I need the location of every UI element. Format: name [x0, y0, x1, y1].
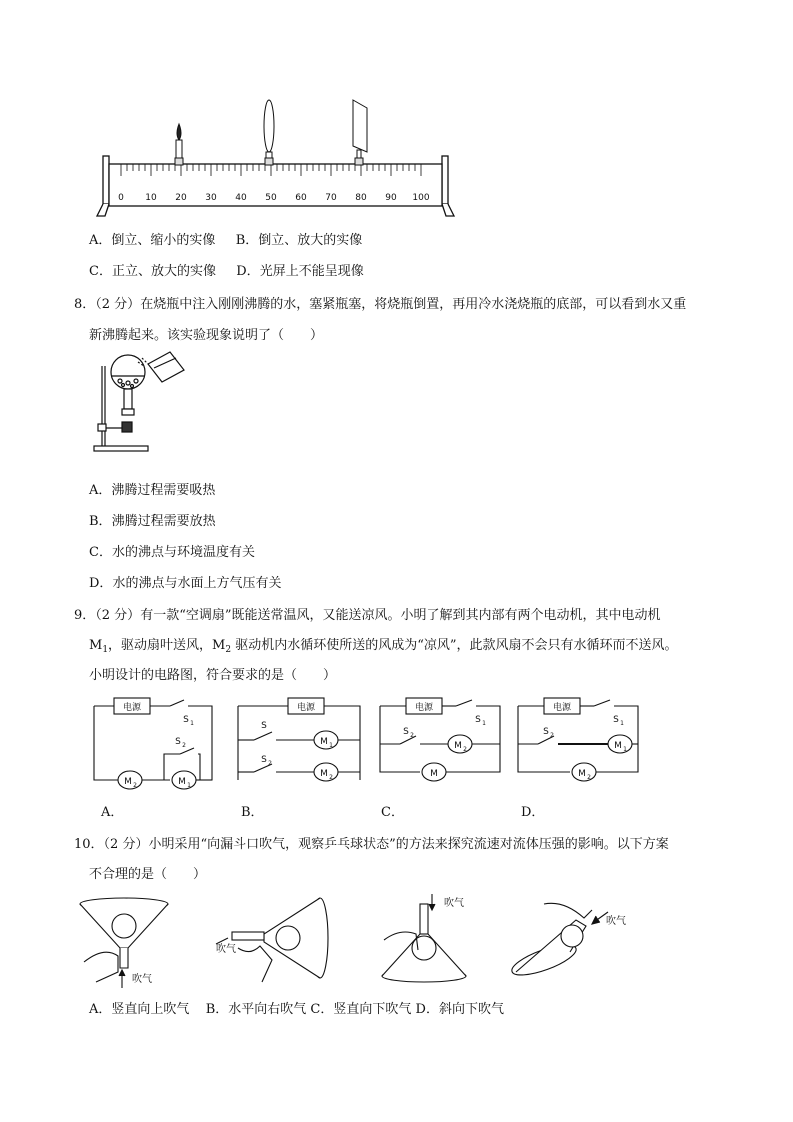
q10-option-d[interactable]: D．斜向下吹气 — [415, 1002, 504, 1017]
q9-stem: 有一款“空调扇”既能送常温风，又能送凉风。小明了解到其内部有两个电动机，其中电动机 — [140, 608, 661, 623]
q10-score: （2 分） — [103, 837, 149, 852]
q7-options-row-2 — [89, 260, 364, 279]
q10-stem-line1 — [74, 833, 669, 852]
funnel-figures — [74, 890, 634, 990]
motor-m-label — [430, 769, 438, 779]
q8-stem: 在烧瓶中注入刚刚沸腾的水，塞紧瓶塞，将烧瓶倒置，再用冷水浇烧瓶的底部，可以看到水又重 — [140, 297, 687, 312]
svg-text:S: S — [261, 721, 267, 731]
svg-text:M: M — [320, 769, 328, 779]
switch-s-label — [261, 721, 267, 731]
ruler-label: 100 — [412, 193, 430, 203]
q9-option-d[interactable]: D． — [521, 805, 545, 820]
q9-option-c[interactable]: C． — [381, 805, 404, 820]
funnel-d — [509, 903, 608, 981]
svg-text:2: 2 — [329, 774, 333, 781]
q10-stem-line2: 不合理的是（ ） — [89, 867, 207, 882]
power-label: 电源 — [414, 703, 434, 713]
svg-text:1: 1 — [329, 742, 333, 749]
switch-s3-label — [543, 727, 554, 739]
q9-stem-line3: 小明设计的电路图，符合要求的是（ ） — [89, 668, 337, 683]
q9-score: （2 分） — [95, 608, 141, 623]
switch-s2-label — [261, 755, 272, 767]
ruler-label: 90 — [385, 193, 397, 203]
svg-text:1: 1 — [620, 720, 624, 727]
svg-text:M: M — [614, 741, 622, 751]
ruler-label: 10 — [145, 193, 157, 203]
switch-s2-label — [403, 727, 414, 739]
ruler-label: 80 — [355, 193, 367, 203]
ruler-label: 40 — [235, 193, 247, 203]
svg-text:M: M — [578, 769, 586, 779]
svg-text:S: S — [475, 715, 481, 725]
q9-circuits — [88, 692, 648, 792]
svg-text:S: S — [403, 727, 409, 737]
funnel-a — [80, 898, 168, 988]
switch-s1-label — [613, 715, 624, 727]
q7-option-c[interactable]: C．正立、放大的实像 — [89, 264, 216, 279]
q8-score: （2 分） — [95, 297, 141, 312]
blow-label-a: 吹气 — [132, 974, 152, 985]
blow-label-c: 吹气 — [444, 898, 464, 909]
svg-text:1: 1 — [190, 720, 194, 727]
svg-text:1: 1 — [187, 782, 191, 789]
svg-text:2: 2 — [587, 774, 591, 781]
q7-option-a[interactable]: A．倒立、缩小的实像 — [89, 233, 216, 248]
q8-stem-line1 — [74, 293, 686, 312]
svg-text:2: 2 — [463, 746, 467, 753]
light-screen-icon — [353, 100, 367, 165]
funnel-b — [216, 898, 328, 982]
svg-text:M: M — [178, 777, 186, 787]
power-label: 电源 — [122, 703, 142, 713]
q9-stem-line2: $M_1$，驱动扇叶送风，$M_2$ 驱动机内水循环使所送的风成为“凉风”，此款风扇不会只有水循环而不送风。 — [89, 638, 678, 655]
q7-option-d[interactable]: D．光屏上不能呈现像 — [236, 264, 364, 279]
svg-text:2: 2 — [550, 732, 554, 739]
svg-text:S: S — [613, 715, 619, 725]
power-label: 电源 — [296, 703, 316, 713]
q8-option-d[interactable]: D．水的沸点与水面上方气压有关 — [89, 576, 282, 591]
svg-text:M: M — [454, 741, 462, 751]
ruler-label: 70 — [325, 193, 337, 203]
q10-stem: 小明采用“向漏斗口吹气，观察乒乓球状态”的方法来探究流速对流体压强的影响。以下方案 — [148, 837, 669, 852]
q8-option-c[interactable]: C．水的沸点与环境温度有关 — [89, 545, 255, 560]
power-label: 电源 — [552, 703, 572, 713]
ruler-label: 0 — [118, 193, 124, 203]
circuit-c — [380, 698, 500, 781]
svg-text:2: 2 — [133, 782, 137, 789]
ruler-label: 30 — [205, 193, 217, 203]
candle-icon — [175, 124, 183, 165]
q8-option-b[interactable]: B．沸腾过程需要放热 — [89, 514, 216, 529]
q9-stem-line1 — [74, 604, 660, 623]
svg-text:S: S — [183, 715, 189, 725]
svg-text:1: 1 — [482, 720, 486, 727]
ruler-label: 60 — [295, 193, 307, 203]
blow-label-d: 吹气 — [606, 916, 626, 927]
switch-s2-label — [175, 737, 186, 749]
q10-number: 10． — [74, 837, 104, 852]
svg-text:M: M — [430, 769, 438, 779]
q8-number: 8． — [74, 297, 96, 312]
q10-option-c[interactable]: C．竖直向下吹气 — [310, 1002, 412, 1017]
ruler-label: 50 — [265, 193, 277, 203]
q7-option-b[interactable]: B．倒立、放大的实像 — [235, 233, 363, 248]
ruler-label: 20 — [175, 193, 187, 203]
optical-bench-figure — [95, 96, 465, 220]
svg-text:2: 2 — [410, 732, 414, 739]
svg-text:M: M — [124, 777, 132, 787]
flask-boiling-figure — [92, 350, 192, 454]
q9-number: 9． — [74, 608, 96, 623]
q8-option-a[interactable]: A．沸腾过程需要吸热 — [89, 483, 216, 498]
q8-stem-line2: 新沸腾起来。该实验现象说明了（ ） — [89, 328, 324, 343]
svg-text:2: 2 — [182, 742, 186, 749]
svg-text:2: 2 — [268, 760, 272, 767]
svg-text:S: S — [543, 727, 549, 737]
svg-text:S: S — [175, 737, 181, 747]
q9-option-b[interactable]: B． — [241, 805, 264, 820]
circuit-a — [94, 698, 212, 789]
switch-s1-label — [183, 715, 194, 727]
q10-option-a[interactable]: A．竖直向上吹气 — [89, 1002, 190, 1017]
svg-text:1: 1 — [623, 746, 627, 753]
switch-s1-label — [475, 715, 486, 727]
svg-text:M: M — [320, 737, 328, 747]
q9-option-a[interactable]: A． — [101, 805, 124, 820]
q10-option-b[interactable]: B．水平向右吹气 — [205, 1002, 307, 1017]
convex-lens-icon — [264, 100, 274, 165]
svg-text:S: S — [261, 755, 267, 765]
blow-label-b: 吹气 — [216, 944, 236, 955]
q10-options-row — [89, 998, 504, 1017]
q7-options-row-1 — [89, 229, 362, 248]
